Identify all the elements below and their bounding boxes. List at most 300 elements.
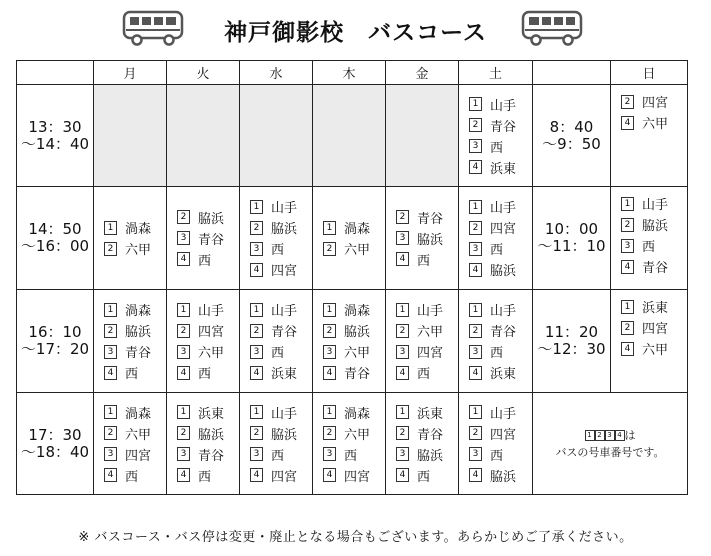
route-cell [167, 187, 240, 290]
route-stop [386, 402, 458, 423]
empty-cell [240, 85, 313, 187]
empty-cell [313, 85, 386, 187]
bus-icon [521, 10, 583, 46]
day-header-row [17, 61, 688, 85]
stop-name: 浜東 [417, 406, 444, 422]
stop-name: 青谷 [198, 448, 225, 464]
route-stop [611, 193, 687, 214]
time-line: 14：50 [28, 220, 82, 238]
route-cell [94, 187, 167, 290]
time-line: ～9：50 [542, 134, 601, 153]
stop-name: 西 [125, 367, 139, 382]
bus-number-badge: 2 [396, 426, 409, 440]
route-stop [240, 259, 312, 280]
bus-number-badge: 1 [104, 303, 117, 317]
route-cell [459, 290, 533, 393]
route-stop [94, 423, 166, 444]
stop-name: 六甲 [642, 117, 669, 132]
stop-name: 西 [490, 448, 504, 464]
route-stop [94, 217, 166, 238]
stop-name: 西 [198, 367, 212, 382]
bus-number-badge: 3 [469, 242, 482, 256]
route-stop [459, 238, 532, 259]
bus-number-badge: 4 [469, 160, 482, 174]
stop-name: 西 [490, 140, 504, 156]
stop-name: 青谷 [125, 346, 152, 361]
route-stop [167, 249, 239, 270]
bus-number-badge: 4 [323, 468, 336, 482]
time-line: ～12：30 [537, 340, 606, 358]
route-cell [240, 187, 313, 290]
bus-number-badge: 2 [177, 324, 190, 338]
bus-number-badge: 4 [469, 468, 482, 482]
stop-name: 山手 [198, 304, 225, 319]
bus-number-badge: 3 [104, 447, 117, 461]
time-slot [17, 290, 94, 393]
bus-number-badge: 3 [177, 345, 190, 359]
stop-name: 四宮 [417, 346, 444, 361]
sunday-time-slot [533, 85, 611, 187]
sunday-time-slot [533, 290, 611, 393]
route-stop [459, 157, 532, 178]
bus-number-badge: 1 [323, 405, 336, 419]
stop-name: 四宮 [642, 96, 669, 111]
bus-number-badge: 4 [250, 263, 263, 277]
bus-number-badge: 3 [396, 447, 409, 461]
route-stop [313, 320, 385, 341]
route-stop [167, 299, 239, 320]
stop-name: 浜東 [271, 367, 298, 382]
stop-name: 青谷 [490, 119, 517, 135]
legend-suffix: は [624, 428, 636, 442]
route-stop [386, 362, 458, 383]
bus-number-badge: 4 [615, 430, 625, 441]
empty-cell [94, 85, 167, 187]
time-line: ～16：00 [20, 237, 90, 255]
route-cell [386, 393, 459, 495]
route-stop [459, 94, 532, 115]
route-stop [240, 341, 312, 362]
bus-number-badge: 1 [323, 303, 336, 317]
bus-number-badge: 3 [323, 447, 336, 461]
route-stop [459, 299, 532, 320]
bus-number-badge: 2 [323, 242, 336, 256]
stop-name: 西 [198, 253, 212, 269]
route-stop [459, 259, 532, 280]
route-stop [94, 341, 166, 362]
time-slot [17, 187, 94, 290]
stop-name: 六甲 [344, 427, 371, 443]
stop-name: 六甲 [198, 346, 225, 361]
time-line: ～18：40 [20, 442, 90, 461]
bus-number-badge: 2 [104, 324, 117, 338]
route-stop [167, 465, 239, 486]
route-stop [313, 299, 385, 320]
bus-number-badge: 4 [396, 366, 409, 380]
day-header: 土 [459, 61, 533, 85]
stop-name: 山手 [271, 201, 298, 216]
stop-name: 山手 [490, 201, 517, 216]
stop-name: 山手 [642, 198, 669, 213]
stop-name: 山手 [490, 304, 517, 319]
stop-name: 四宮 [642, 322, 669, 337]
route-stop [611, 112, 687, 133]
bus-number-badge: 2 [396, 324, 409, 338]
stop-name: 六甲 [344, 346, 371, 361]
route-cell [459, 85, 533, 187]
route-stop [459, 444, 532, 465]
route-stop [459, 320, 532, 341]
stop-name: 四宮 [344, 469, 371, 485]
route-stop [611, 317, 687, 338]
time-line: 13：30 [28, 117, 82, 136]
stop-name: 浜東 [490, 367, 517, 382]
bus-number-badge: 2 [469, 118, 482, 132]
bus-number-badge: 2 [250, 324, 263, 338]
route-stop [313, 423, 385, 444]
route-stop [94, 402, 166, 423]
corner-cell [17, 61, 94, 85]
stop-name: 六甲 [417, 325, 444, 340]
route-cell [167, 393, 240, 495]
stop-name: 西 [125, 469, 139, 485]
bus-number-badge: 4 [469, 263, 482, 277]
route-cell [167, 290, 240, 393]
bus-number-badge: 4 [621, 260, 634, 274]
bus-number-badge: 1 [250, 303, 263, 317]
day-header: 日 [611, 61, 688, 85]
bus-number-badge: 2 [469, 324, 482, 338]
bus-number-badge: 4 [621, 116, 634, 130]
bus-schedule-table [16, 60, 688, 495]
stop-name: 西 [417, 253, 431, 269]
bus-number-badge: 4 [177, 366, 190, 380]
bus-number-badge: 3 [396, 345, 409, 359]
route-stop [459, 115, 532, 136]
bus-number-badge: 1 [323, 221, 336, 235]
stop-name: 脇浜 [490, 264, 517, 279]
sunday-time-slot [533, 187, 611, 290]
bus-number-badge: 1 [469, 97, 482, 111]
route-stop [459, 341, 532, 362]
route-cell [94, 290, 167, 393]
legend-text: バスの号車番号です。 [555, 445, 665, 459]
header [0, 0, 711, 58]
bus-number-badge: 1 [469, 405, 482, 419]
stop-name: 青谷 [417, 211, 444, 227]
stop-name: 四宮 [198, 325, 225, 340]
route-stop [386, 228, 458, 249]
route-stop [459, 217, 532, 238]
time-line: 16：10 [28, 323, 82, 341]
bus-number-badge: 3 [396, 231, 409, 245]
route-stop [386, 465, 458, 486]
route-cell [313, 393, 386, 495]
route-stop [611, 235, 687, 256]
stop-name: 渦森 [344, 304, 371, 319]
time-line: 17：30 [28, 425, 82, 444]
bus-number-badge: 4 [396, 468, 409, 482]
footer-note: ※ バスコース・バス停は変更・廃止となる場合もございます。あらかじめご了承ください。 [78, 530, 633, 545]
page-title: 神戸御影校 バスコース [224, 20, 487, 46]
stop-name: 四宮 [490, 427, 517, 443]
stop-name: 脇浜 [271, 222, 298, 237]
stop-name: 西 [417, 469, 431, 485]
route-cell [313, 187, 386, 290]
stop-name: 四宮 [490, 222, 517, 237]
bus-number-badge: 3 [605, 430, 615, 441]
day-header: 金 [386, 61, 459, 85]
stop-name: 西 [344, 448, 358, 464]
bus-number-badge: 2 [621, 95, 634, 109]
route-stop [240, 320, 312, 341]
route-cell [611, 290, 688, 393]
day-header: 月 [94, 61, 167, 85]
stop-name: 渦森 [125, 406, 152, 422]
route-cell [611, 187, 688, 290]
bus-number-badge: 4 [250, 366, 263, 380]
route-stop [94, 299, 166, 320]
bus-number-badge: 1 [621, 197, 634, 211]
bus-number-badge: 2 [621, 218, 634, 232]
time-line: ～17：20 [20, 340, 90, 358]
route-stop [167, 207, 239, 228]
stop-name: 脇浜 [642, 219, 669, 234]
route-stop [167, 423, 239, 444]
legend-badges [585, 430, 625, 441]
bus-number-badge: 2 [621, 321, 634, 335]
stop-name: 脇浜 [198, 427, 225, 443]
bus-number-badge: 3 [250, 242, 263, 256]
bus-number-badge: 1 [250, 200, 263, 214]
bus-number-badge: 1 [585, 430, 595, 441]
empty-cell [167, 85, 240, 187]
bus-number-badge: 4 [104, 366, 117, 380]
bus-number-badge: 2 [323, 426, 336, 440]
route-stop [459, 136, 532, 157]
stop-name: 青谷 [490, 325, 517, 340]
legend-line [533, 427, 687, 444]
bus-number-badge: 2 [469, 426, 482, 440]
legend [533, 393, 688, 495]
bus-number-badge: 4 [621, 342, 634, 356]
route-stop [313, 444, 385, 465]
route-stop [313, 341, 385, 362]
stop-name: 脇浜 [417, 232, 444, 248]
stop-name: 西 [417, 367, 431, 382]
bus-number-badge: 1 [396, 303, 409, 317]
bus-number-badge: 1 [469, 200, 482, 214]
stop-name: 山手 [490, 98, 517, 114]
bus-number-badge: 4 [323, 366, 336, 380]
route-stop [313, 465, 385, 486]
stop-name: 西 [198, 469, 212, 485]
stop-name: 青谷 [198, 232, 225, 248]
route-stop [240, 299, 312, 320]
stop-name: 青谷 [271, 325, 298, 340]
time-slot-row [17, 393, 688, 495]
stop-name: 渦森 [344, 222, 371, 237]
day-header: 木 [313, 61, 386, 85]
route-stop [240, 217, 312, 238]
route-cell [240, 290, 313, 393]
route-stop [313, 402, 385, 423]
route-stop [240, 444, 312, 465]
bus-number-badge: 1 [104, 405, 117, 419]
bus-number-badge: 2 [250, 221, 263, 235]
stop-name: 青谷 [344, 367, 371, 382]
bus-number-badge: 3 [621, 239, 634, 253]
bus-number-badge: 4 [396, 252, 409, 266]
route-stop [240, 238, 312, 259]
stop-name: 脇浜 [417, 448, 444, 464]
stop-name: 六甲 [125, 243, 152, 258]
bus-number-badge: 2 [250, 426, 263, 440]
time-line: 8：40 [549, 117, 594, 136]
route-cell [386, 187, 459, 290]
route-stop [167, 444, 239, 465]
route-stop [313, 362, 385, 383]
stop-name: 浜東 [642, 301, 669, 316]
stop-name: 西 [490, 346, 504, 361]
route-stop [611, 296, 687, 317]
route-stop [240, 423, 312, 444]
time-slot-row [17, 290, 688, 393]
route-stop [459, 402, 532, 423]
bus-number-badge: 1 [177, 303, 190, 317]
time-slot [17, 393, 94, 495]
bus-number-badge: 3 [177, 447, 190, 461]
day-header-blank [533, 61, 611, 85]
bus-number-badge: 4 [177, 252, 190, 266]
bus-number-badge: 1 [469, 303, 482, 317]
route-stop [94, 320, 166, 341]
route-stop [94, 444, 166, 465]
stop-name: 渦森 [125, 304, 152, 319]
bus-number-badge: 4 [469, 366, 482, 380]
stop-name: 六甲 [344, 243, 371, 258]
route-stop [240, 196, 312, 217]
time-line: ～14：40 [20, 134, 90, 153]
bus-number-badge: 2 [396, 210, 409, 224]
route-stop [611, 214, 687, 235]
stop-name: 山手 [417, 304, 444, 319]
bus-number-badge: 2 [323, 324, 336, 338]
stop-name: 六甲 [125, 427, 152, 443]
route-stop [386, 249, 458, 270]
route-stop [167, 341, 239, 362]
route-stop [313, 238, 385, 259]
bus-number-badge: 3 [250, 447, 263, 461]
bus-number-badge: 2 [104, 426, 117, 440]
time-slot-row [17, 187, 688, 290]
route-stop [167, 320, 239, 341]
stop-name: 山手 [271, 406, 298, 422]
time-line: ～11：10 [537, 237, 606, 255]
route-stop [386, 444, 458, 465]
stop-name: 六甲 [642, 343, 669, 358]
stop-name: 四宮 [125, 448, 152, 464]
bus-number-badge: 1 [104, 221, 117, 235]
stop-name: 西 [642, 240, 656, 255]
route-cell [386, 290, 459, 393]
bus-number-badge: 1 [396, 405, 409, 419]
route-stop [167, 362, 239, 383]
route-stop [240, 465, 312, 486]
route-stop [611, 91, 687, 112]
bus-number-badge: 3 [177, 231, 190, 245]
bus-number-badge: 3 [323, 345, 336, 359]
stop-name: 脇浜 [344, 325, 371, 340]
route-stop [240, 402, 312, 423]
stop-name: 四宮 [271, 469, 298, 485]
stop-name: 脇浜 [490, 469, 517, 485]
stop-name: 青谷 [642, 261, 669, 276]
day-header: 水 [240, 61, 313, 85]
bus-number-badge: 2 [469, 221, 482, 235]
route-stop [386, 341, 458, 362]
route-stop [94, 362, 166, 383]
stop-name: 渦森 [344, 406, 371, 422]
stop-name: 脇浜 [271, 427, 298, 443]
time-slot [17, 85, 94, 187]
bus-number-badge: 4 [177, 468, 190, 482]
route-stop [313, 217, 385, 238]
route-stop [459, 362, 532, 383]
day-header: 火 [167, 61, 240, 85]
time-line: 10：00 [544, 220, 599, 238]
route-cell [313, 290, 386, 393]
bus-number-badge: 3 [104, 345, 117, 359]
stop-name: 山手 [271, 304, 298, 319]
route-cell [611, 85, 688, 187]
bus-number-badge: 3 [469, 345, 482, 359]
route-stop [386, 320, 458, 341]
stop-name: 山手 [490, 406, 517, 422]
route-stop [386, 207, 458, 228]
bus-number-badge: 2 [104, 242, 117, 256]
stop-name: 西 [271, 448, 285, 464]
stop-name: 西 [271, 243, 285, 258]
stop-name: 浜東 [198, 406, 225, 422]
bus-number-badge: 1 [621, 300, 634, 314]
stop-name: 青谷 [417, 427, 444, 443]
bus-number-badge: 4 [250, 468, 263, 482]
route-stop [386, 423, 458, 444]
route-cell [94, 393, 167, 495]
bus-number-badge: 4 [104, 468, 117, 482]
stop-name: 四宮 [271, 264, 298, 279]
route-stop [611, 338, 687, 359]
stop-name: 脇浜 [125, 325, 152, 340]
route-stop [459, 465, 532, 486]
empty-cell [386, 85, 459, 187]
bus-number-badge: 1 [250, 405, 263, 419]
stop-name: 西 [490, 243, 504, 258]
bus-number-badge: 3 [469, 447, 482, 461]
stop-name: 脇浜 [198, 211, 225, 227]
bus-number-badge: 3 [250, 345, 263, 359]
route-stop [94, 238, 166, 259]
bus-number-badge: 3 [469, 139, 482, 153]
stop-name: 西 [271, 346, 285, 361]
route-stop [94, 465, 166, 486]
stop-name: 渦森 [125, 222, 152, 237]
time-line: 11：20 [544, 323, 599, 341]
route-stop [167, 402, 239, 423]
route-stop [459, 423, 532, 444]
time-slot-row [17, 85, 688, 187]
